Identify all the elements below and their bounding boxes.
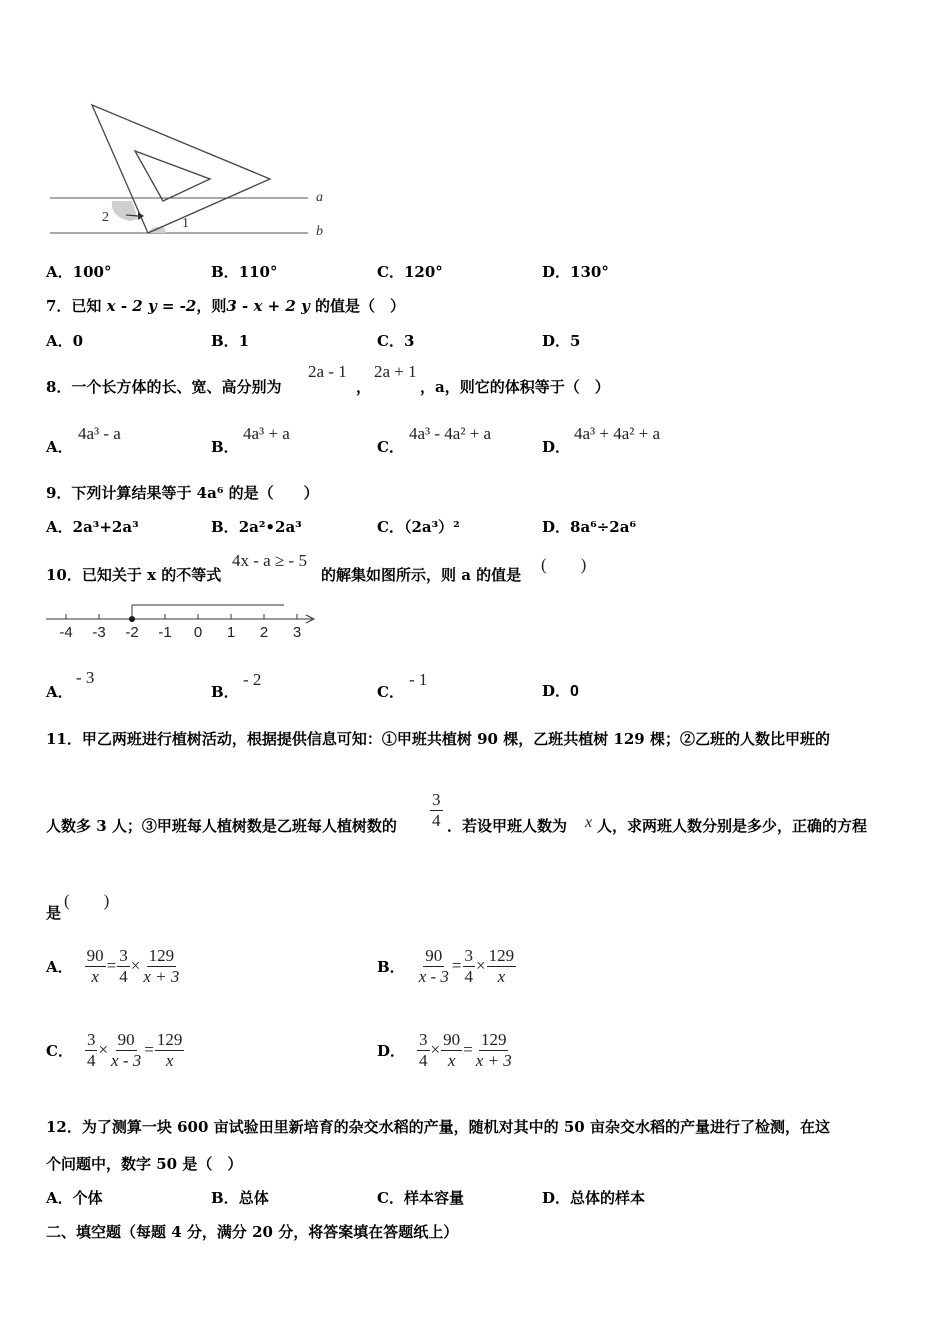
q6-option-a[interactable]: A．100°	[46, 263, 112, 281]
q8-stem-text: 8．一个长方体的长、宽、高分别为	[46, 378, 282, 396]
q8-option-c[interactable]: C．	[377, 438, 404, 456]
q11-line2b: ．若设甲班人数为	[447, 817, 568, 835]
angle2-arc	[112, 201, 138, 221]
q10-option-b[interactable]: B．	[211, 683, 239, 701]
q10-option-a[interactable]: A．	[46, 683, 73, 701]
q10-option-d[interactable]: D．0	[542, 682, 579, 700]
q10-option-b-value: - 2	[243, 670, 262, 689]
q8-option-b[interactable]: B．	[211, 438, 239, 456]
q12-line1: 12．为了测算一块 600 亩试验田里新培育的杂交水稻的产量，随机对其中的 50 亩杂交水稻的产量进行了检测，在这	[46, 1118, 830, 1136]
q12-option-b[interactable]: B．总体	[211, 1189, 269, 1207]
q10-stem-text: 10．已知关于 x 的不等式	[46, 566, 222, 584]
number-line-label: 1	[226, 624, 236, 641]
q10-inequality: 4x - a ≥ - 5	[232, 551, 307, 570]
q11-line2c: 人，求两班人数分别是多少，正确的方程	[597, 817, 868, 835]
q8-expr2: 2a + 1	[374, 362, 417, 381]
q7-stem: 7．已知 x - 2 y = -2，则3 - x + 2 y 的值是（ ）	[46, 297, 406, 315]
q7-option-d[interactable]: D．5	[542, 332, 581, 350]
q9-option-d[interactable]: D．8a⁶÷2a⁶	[542, 518, 637, 536]
q11-option-d[interactable]: D． $\frac{3}{4}$ × $\frac{90}{x}$ = $\frac{129}{x + 3}$	[377, 1030, 512, 1070]
number-line-label: -4	[59, 624, 73, 641]
q8-expr1: 2a - 1	[308, 362, 347, 381]
q12-line2: 个问题中，数字 50 是（ ）	[46, 1155, 243, 1173]
q8-option-c-expr: 4a³ - 4a² + a	[409, 424, 492, 443]
q8-option-d[interactable]: D．	[542, 438, 571, 456]
triangle-figure	[40, 95, 340, 240]
q8-option-a-expr: 4a³ - a	[78, 424, 121, 443]
q7-option-c[interactable]: C．3	[377, 332, 415, 350]
q11-line1: 11．甲乙两班进行植树活动，根据提供信息可知：①甲班共植树 90 棵，乙班共植树 129 棵；②乙班的人数比甲班的	[46, 730, 830, 748]
q8-option-a[interactable]: A．	[46, 438, 73, 456]
q9-option-b[interactable]: B．2a²•2a³	[211, 518, 302, 536]
number-line-label: 3	[292, 624, 302, 641]
number-line	[40, 600, 330, 648]
q12-option-c[interactable]: C．样本容量	[377, 1189, 464, 1207]
q8-separator: ，	[356, 378, 372, 396]
q10-option-a-value: - 3	[76, 668, 95, 687]
q10-option-c-value: - 1	[409, 670, 428, 689]
q11-paren: ( )	[64, 891, 110, 910]
label-1: 1	[182, 216, 189, 231]
q8-stem-tail: ，a，则它的体积等于（ ）	[420, 378, 610, 396]
number-line-label: -3	[92, 624, 106, 641]
q11-fraction: $\frac{3}{4}$	[432, 790, 441, 830]
q9-option-c[interactable]: C．（2a³）²	[377, 518, 460, 536]
q7-option-a[interactable]: A．0	[46, 332, 84, 350]
q12-option-a[interactable]: A．个体	[46, 1189, 103, 1207]
q7-option-b[interactable]: B．1	[211, 332, 250, 350]
label-a: a	[316, 190, 323, 205]
q8-option-d-expr: 4a³ + 4a² + a	[574, 424, 661, 443]
q12-option-d[interactable]: D．总体的样本	[542, 1189, 646, 1207]
q11-option-c[interactable]: C． $\frac{3}{4}$ × $\frac{90}{x - 3}$ = $\frac{129}{x}$	[46, 1030, 183, 1070]
q8-option-b-expr: 4a³ + a	[243, 424, 290, 443]
number-line-label: -2	[125, 624, 139, 641]
section2-title: 二、填空题（每题 4 分，满分 20 分，将答案填在答题纸上）	[46, 1223, 459, 1241]
number-line-label: 0	[193, 624, 203, 641]
number-line-label: 2	[259, 624, 269, 641]
q6-option-b[interactable]: B．110°	[211, 263, 278, 281]
q11-option-a[interactable]: A． $\frac{90}{x}$ = $\frac{3}{4}$ × $\frac{129}{x + 3}$	[46, 946, 180, 986]
q10-paren: ( )	[541, 555, 587, 574]
q11-line3: 是	[46, 904, 62, 922]
q6-option-c[interactable]: C．120°	[377, 263, 443, 281]
label-b: b	[316, 224, 323, 239]
number-line-ticks	[59, 614, 301, 641]
number-line-label: -1	[158, 624, 172, 641]
q11-option-b[interactable]: B． $\frac{90}{x - 3}$ = $\frac{3}{4}$ × $\frac{129}{x}$	[377, 946, 515, 986]
q9-stem: 9．下列计算结果等于 4a⁶ 的是（ ）	[46, 484, 319, 502]
q6-option-d[interactable]: D．130°	[542, 263, 609, 281]
triangle-inner	[135, 151, 210, 201]
q11-line2a: 人数多 3 人；③甲班每人植树数是乙班每人植树数的	[46, 817, 397, 835]
arrow-head	[138, 212, 144, 220]
q10-option-c[interactable]: C．	[377, 683, 404, 701]
label-2: 2	[102, 210, 109, 225]
q11-var-x: x	[585, 814, 593, 831]
q9-option-a[interactable]: A．2a³+2a³	[46, 518, 139, 536]
q10-stem-tail: 的解集如图所示，则 a 的值是	[321, 566, 522, 584]
